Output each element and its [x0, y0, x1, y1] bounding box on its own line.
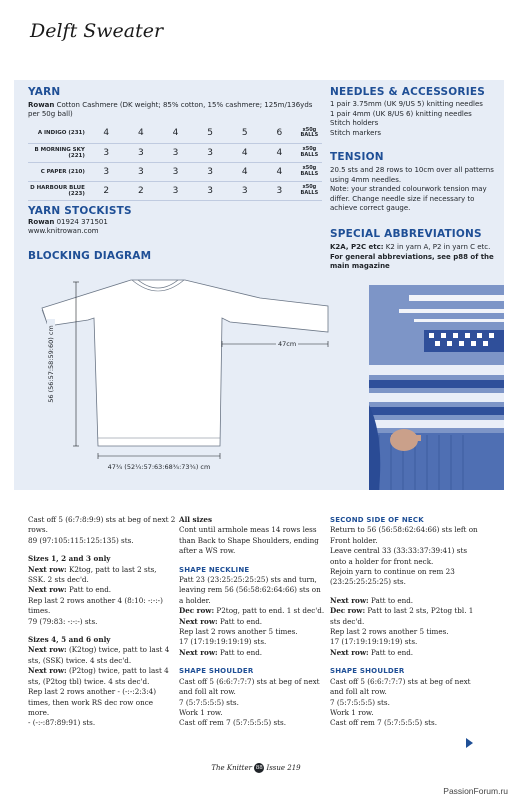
yarn-qty: 3: [193, 162, 228, 181]
side-length-label: 56 (56:57:58:59:60) cm: [47, 319, 55, 409]
general-abbrev-note: For general abbreviations, see p88 of the main magazine: [330, 252, 494, 270]
abbreviations-text: [330, 243, 498, 272]
yarn-qty: 4: [227, 162, 262, 181]
yarn-qty: 4: [158, 124, 193, 143]
pattern-text: 17 (17:19:19:19:19) sts.: [330, 637, 418, 647]
continue-arrow-icon: [466, 738, 473, 748]
page-title: Delft Sweater: [30, 20, 164, 42]
pattern-column-3: [330, 515, 478, 729]
needles-line: 1 pair 4mm (UK 8/US 6) knitting needles: [330, 109, 472, 118]
pattern-text: Next row: Patt to end.: [179, 616, 263, 626]
page-number: 88: [255, 765, 263, 771]
sweater-photo: [369, 285, 504, 490]
width-label: 47¾ (52¼:57:63:68¾:73¾) cm: [107, 463, 211, 471]
yarn-row: [28, 181, 322, 200]
pattern-text: Next row: K2tog, patt to last 2 sts, SSK. 2 sts dec'd.: [28, 564, 157, 585]
pattern-text: Leave central 33 (33:33:37:39:41) sts onto a holder for front neck.: [330, 546, 468, 566]
pattern-text: Cast off 5 (6:6:7:7:7) sts at beg of next and foll alt row.: [330, 676, 471, 697]
pattern-text: 79 (79:83: -:-:-) sts.: [28, 616, 98, 626]
abbrev-term: K2A, P2C etc:: [330, 243, 384, 251]
yarn-brand: Rowan: [28, 101, 55, 109]
stockist-name: Rowan: [28, 218, 55, 226]
pattern-text: 17 (17:19:19:19:19) sts.: [179, 637, 267, 647]
yarn-qty: 3: [124, 143, 159, 162]
pattern-text: Rejoin yarn to continue on rem 23 (23:25:25:25:25) sts.: [330, 567, 455, 587]
yarn-name: B MORNING SKY (221): [28, 143, 89, 162]
sizes-heading: Sizes 4, 5 and 6 only: [28, 635, 111, 645]
needles-line: 1 pair 3.75mm (UK 9/US 5) knitting needles: [330, 100, 483, 108]
yarn-qty: 4: [227, 143, 262, 162]
pattern-text: 89 (97:105:115:125:135) sts.: [28, 535, 134, 545]
pattern-text: Cast off 5 (6:6:7:7:7) sts at beg of next and foll alt row.: [179, 676, 320, 697]
section-heading: SHAPE NECKLINE: [179, 565, 250, 574]
pattern-text: Rep last 2 rows another - (-:-:2:3:4) times, then work RS dec row once more.: [28, 687, 157, 717]
pattern-text: Work 1 row.: [179, 707, 223, 717]
yarn-qty: 2: [124, 181, 159, 200]
pattern-text: Cast off 5 (6:7:8:9:9) sts at beg of next 2 rows.: [28, 515, 176, 535]
pattern-text: Next row: (K2tog) twice, patt to last 4 sts, (SSK) twice. 4 sts dec'd.: [28, 645, 170, 665]
section-heading: SHAPE SHOULDER: [330, 667, 405, 676]
yarn-qty: 3: [89, 162, 124, 181]
sizes-heading: Sizes 1, 2 and 3 only: [28, 554, 111, 564]
yarn-qty: 3: [193, 143, 228, 162]
yarn-desc-text: Cotton Cashmere (DK weight; 85% cotton, 15% cashmere; 125m/136yds per 50g ball): [28, 101, 313, 118]
yarn-qty: 6: [262, 124, 297, 143]
yarn-unit: x50g BALLS: [297, 162, 322, 181]
yarn-qty: 2: [89, 181, 124, 200]
yarn-name: D HARBOUR BLUE (223): [28, 181, 89, 200]
pattern-text: Dec row: P2tog, patt to end. 1 st dec'd.: [179, 606, 325, 616]
yarn-unit: x50g BALLS: [297, 143, 322, 162]
abbrev-def: K2 in yarn A, P2 in yarn C etc.: [383, 243, 491, 251]
pattern-text: Next row: Patt to end.: [28, 585, 112, 595]
pattern-text: Return to 56 (56:58:62:64:66) sts left on Front holder.: [330, 525, 478, 545]
pattern-text: Rep last 2 rows another 5 times.: [330, 627, 449, 637]
stockist-website[interactable]: www.knitrowan.com: [28, 227, 99, 235]
yarn-qty: 3: [193, 181, 228, 200]
watermark: PassionForum.ru: [443, 786, 508, 796]
pattern-text: Rep last 2 rows another 4 (8:10: -:-:-) times.: [28, 595, 163, 616]
yarn-name: C PAPER (210): [28, 162, 89, 181]
yarn-unit: x50g BALLS: [297, 124, 322, 143]
pattern-column-1: [28, 515, 176, 729]
magazine-name: The Knitter: [211, 764, 252, 772]
pattern-text: - (-:-:87:89:91) sts.: [28, 718, 96, 728]
issue-number: Issue 219: [266, 764, 301, 772]
pattern-text: Cast off rem 7 (5:7:5:5:5) sts.: [330, 718, 438, 728]
yarn-row: [28, 124, 322, 143]
abbreviations-heading: SPECIAL ABBREVIATIONS: [330, 228, 482, 240]
section-heading: SECOND SIDE OF NECK: [330, 516, 424, 524]
blocking-diagram: [28, 270, 333, 480]
pattern-text: Cast off rem 7 (5:7:5:5:5) sts.: [179, 718, 287, 728]
yarn-description: [28, 101, 318, 119]
yarn-qty: 3: [227, 181, 262, 200]
yarn-unit: x50g BALLS: [297, 181, 322, 200]
yarn-qty: 5: [193, 124, 228, 143]
stockists-heading: YARN STOCKISTS: [28, 205, 132, 217]
tension-note: Note: your stranded colourwork tension may differ. Change needle size if necessary to achieve correct gauge.: [330, 185, 487, 212]
yarn-table: [28, 124, 322, 201]
yarn-row: [28, 143, 322, 162]
yarn-qty: 5: [227, 124, 262, 143]
tension-text: [330, 166, 498, 214]
yarn-row: [28, 162, 322, 181]
yarn-qty: 4: [262, 143, 297, 162]
yarn-heading: YARN: [28, 86, 61, 98]
needles-list: [330, 100, 498, 138]
yarn-qty: 4: [89, 124, 124, 143]
sizes-heading: All sizes: [179, 515, 213, 524]
yarn-qty: 4: [262, 162, 297, 181]
tension-gauge: 20.5 sts and 28 rows to 10cm over all patterns using 4mm needles.: [330, 166, 494, 184]
yarn-qty: 3: [262, 181, 297, 200]
sleeve-length-label: 47cm: [278, 340, 297, 348]
needles-line: Stitch holders: [330, 119, 379, 127]
stockist-phone: 01924 371501: [54, 218, 108, 226]
pattern-text: Rep last 2 rows another 5 times.: [179, 627, 298, 637]
pattern-text: Next row: (P2tog) twice, patt to last 4 sts, (P2tog tbl) twice. 4 sts dec'd.: [28, 666, 169, 686]
yarn-qty: 4: [124, 124, 159, 143]
pattern-text: Work 1 row.: [330, 707, 374, 717]
pattern-text: Patt 23 (23:25:25:25:25) sts and turn, leaving rem 56 (56:58:62:64:66) sts on a holder.: [179, 575, 321, 605]
yarn-qty: 3: [158, 181, 193, 200]
needles-heading: NEEDLES & ACCESSORIES: [330, 86, 485, 98]
pattern-text: Dec row: Patt to last 2 sts, P2tog tbl. 1 sts dec'd.: [330, 606, 474, 626]
yarn-qty: 3: [158, 143, 193, 162]
pattern-text: Cont until armhole meas 14 rows less than Back to Shape Shoulders, ending after a WS row.: [179, 525, 319, 556]
needles-line: Stitch markers: [330, 128, 382, 137]
tension-heading: TENSION: [330, 151, 384, 163]
pattern-column-2: [179, 515, 327, 729]
section-heading: SHAPE SHOULDER: [179, 667, 254, 676]
pattern-text: Next row: Patt to end.: [330, 595, 414, 605]
pattern-text: 7 (5:7:5:5:5) sts.: [330, 697, 390, 707]
blocking-heading: BLOCKING DIAGRAM: [28, 250, 152, 262]
yarn-qty: 3: [124, 162, 159, 181]
yarn-qty: 3: [158, 162, 193, 181]
pattern-text: 7 (5:7:5:5:5) sts.: [179, 697, 239, 707]
pattern-text: Next row: Patt to end.: [330, 647, 414, 657]
yarn-name: A INDIGO (231): [28, 124, 89, 143]
stockists-info: [28, 218, 108, 236]
pattern-text: Next row: Patt to end.: [179, 647, 263, 657]
page-footer: [0, 763, 512, 773]
yarn-qty: 3: [89, 143, 124, 162]
